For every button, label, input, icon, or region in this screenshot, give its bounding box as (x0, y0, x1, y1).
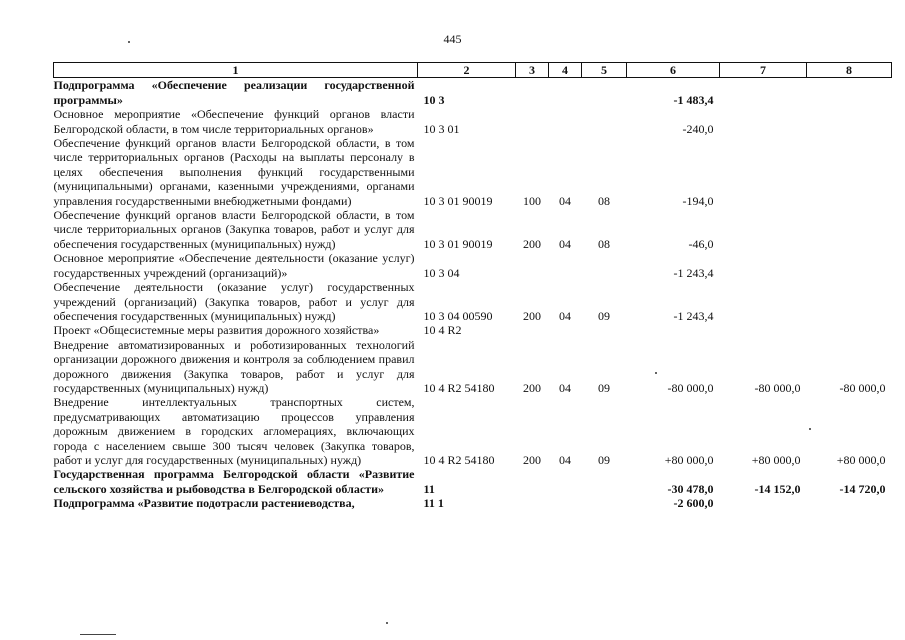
table-row (54, 338, 892, 396)
row-section: 04 (559, 308, 571, 323)
row-value-col6: -2 600,0 (673, 496, 714, 511)
row-name: Внедрение интеллектуальных транспортных систем, предусматривающих автоматизацию процессов управления дорожным движением в городских агломерациях, включающих города с населением свыше 300 тысяч человек (Закупка товаров, работ и услуг для государственных (муниципальных) нужд) (53, 395, 415, 467)
row-value-col7 (720, 323, 807, 337)
row-value-col8 (807, 280, 892, 323)
row-value-col8 (807, 107, 892, 136)
row-section (549, 323, 582, 337)
row-section: 04 (559, 380, 571, 395)
table-row (54, 251, 892, 280)
row-subsection: 08 (598, 193, 610, 208)
row-section (549, 251, 582, 280)
row-expense-type: 200 (523, 452, 541, 467)
scan-artifact-line (80, 634, 116, 635)
row-subsection: 09 (598, 308, 610, 323)
scan-speck (128, 41, 130, 43)
column-header-4: 4 (549, 63, 582, 78)
row-value-col7 (720, 496, 807, 510)
table-header-row (54, 63, 892, 78)
table-row (54, 280, 892, 323)
row-section: 04 (559, 236, 571, 251)
row-section (549, 107, 582, 136)
row-value-col6: -1 243,4 (673, 308, 714, 323)
row-subsection (582, 251, 627, 280)
row-value-col7 (720, 208, 807, 251)
scan-speck (386, 622, 388, 624)
row-value-col7 (720, 78, 807, 107)
row-code: 10 4 R2 54180 (423, 380, 495, 395)
row-expense-type: 100 (523, 193, 541, 208)
row-subsection: 09 (598, 452, 610, 467)
row-subsection (582, 323, 627, 337)
row-code: 10 3 01 90019 (423, 193, 493, 208)
row-code: 10 3 01 (423, 121, 460, 136)
column-header-3: 3 (516, 63, 549, 78)
table-row (54, 395, 892, 467)
table-row (54, 496, 892, 510)
column-header-8: 8 (807, 63, 892, 78)
row-subsection (582, 496, 627, 510)
row-expense-type (516, 107, 549, 136)
table-row (54, 107, 892, 136)
row-value-col7 (720, 280, 807, 323)
row-subsection: 08 (598, 236, 610, 251)
row-expense-type: 200 (523, 380, 541, 395)
row-expense-type (516, 251, 549, 280)
row-code: 10 4 R2 54180 (423, 452, 495, 467)
scan-speck (655, 372, 657, 374)
page-number: 445 (443, 32, 462, 46)
row-section: 04 (559, 452, 571, 467)
table-row (54, 323, 892, 337)
row-value-col8 (807, 208, 892, 251)
row-value-col8: -80 000,0 (839, 380, 886, 395)
row-value-col8 (807, 323, 892, 337)
row-value-col7: -80 000,0 (754, 380, 801, 395)
row-name: Внедрение автоматизированных и роботизированных технологий организации дорожного движения и контроля за соблюдением правил дорожного движения (Закупка товаров, работ и услуг для государственных (муниципальных) нужд) (53, 337, 415, 395)
row-value-col7: +80 000,0 (751, 452, 801, 467)
row-value-col6: -30 478,0 (667, 481, 714, 496)
row-value-col8 (807, 496, 892, 510)
row-value-col8 (807, 136, 892, 208)
row-value-col7 (720, 251, 807, 280)
row-value-col6: -80 000,0 (667, 380, 714, 395)
row-name: Проект «Общесистемные меры развития дорожного хозяйства» (53, 323, 380, 338)
row-name: Государственная программа Белгородской области «Развитие сельского хозяйства и рыбоводства в Белгородской области» (53, 467, 415, 496)
row-expense-type: 200 (523, 236, 541, 251)
row-value-col7: -14 152,0 (754, 481, 801, 496)
row-value-col6: -194,0 (682, 193, 714, 208)
row-section: 04 (559, 193, 571, 208)
table-row (54, 467, 892, 496)
row-value-col6: -46,0 (688, 236, 714, 251)
row-expense-type (516, 78, 549, 107)
row-code: 10 3 04 (423, 265, 460, 280)
row-subsection (582, 467, 627, 496)
row-code: 11 (423, 481, 435, 496)
row-value-col7 (720, 107, 807, 136)
row-name: Обеспечение функций органов власти Белгородской области, в том числе территориальных органов (Расходы на выплаты персоналу в целях обеспечения выполнения функций государственными (муниципальными) органами, казенными учреждениями, органами управления государственными внебюджетными фондами) (53, 136, 415, 208)
row-subsection: 09 (598, 380, 610, 395)
row-name: Подпрограмма «Обеспечение реализации государственной программы» (53, 78, 415, 107)
row-name: Основное мероприятие «Обеспечение функций органов власти Белгородской области, в том числе территориальных органов» (53, 107, 415, 136)
table-row (54, 208, 892, 251)
row-code: 10 3 04 00590 (423, 308, 493, 323)
row-value-col8 (807, 251, 892, 280)
row-value-col6: +80 000,0 (664, 452, 714, 467)
column-header-2: 2 (418, 63, 516, 78)
column-header-5: 5 (582, 63, 627, 78)
row-name: Подпрограмма «Развитие подотрасли растениеводства, (53, 496, 355, 511)
row-name: Обеспечение функций органов власти Белгородской области, в том числе территориальных органов (Закупка товаров, работ и услуг для обеспечения государственных (муниципальных) нужд) (53, 208, 415, 251)
row-subsection (582, 107, 627, 136)
row-expense-type (516, 467, 549, 496)
row-code: 10 4 R2 (423, 323, 462, 338)
row-value-col8: -14 720,0 (839, 481, 886, 496)
row-section (549, 78, 582, 107)
table-row (54, 78, 892, 107)
row-value-col7 (720, 136, 807, 208)
row-section (549, 496, 582, 510)
row-section (549, 467, 582, 496)
row-value-col8: +80 000,0 (836, 452, 886, 467)
column-header-7: 7 (720, 63, 807, 78)
row-expense-type: 200 (523, 308, 541, 323)
row-code: 10 3 01 90019 (423, 236, 493, 251)
row-code: 10 3 (423, 92, 445, 107)
column-header-1: 1 (54, 63, 418, 78)
budget-changes-table (53, 62, 892, 511)
column-header-6: 6 (627, 63, 720, 78)
row-name: Обеспечение деятельности (оказание услуг) государственных учреждений (организаций) (Закупка товаров, работ и услуг для обеспечения государственных (муниципальных) нужд) (53, 280, 415, 323)
row-subsection (582, 78, 627, 107)
row-code: 11 1 (423, 496, 444, 511)
row-value-col6 (627, 323, 720, 337)
scan-speck (809, 428, 811, 430)
row-value-col6: -240,0 (682, 121, 714, 136)
row-expense-type (516, 323, 549, 337)
row-value-col6: -1 243,4 (673, 265, 714, 280)
row-expense-type (516, 496, 549, 510)
row-value-col6: -1 483,4 (673, 92, 714, 107)
row-name: Основное мероприятие «Обеспечение деятельности (оказание услуг) государственных учреждений (организаций)» (53, 251, 415, 280)
table-row (54, 136, 892, 208)
row-value-col8 (807, 78, 892, 107)
